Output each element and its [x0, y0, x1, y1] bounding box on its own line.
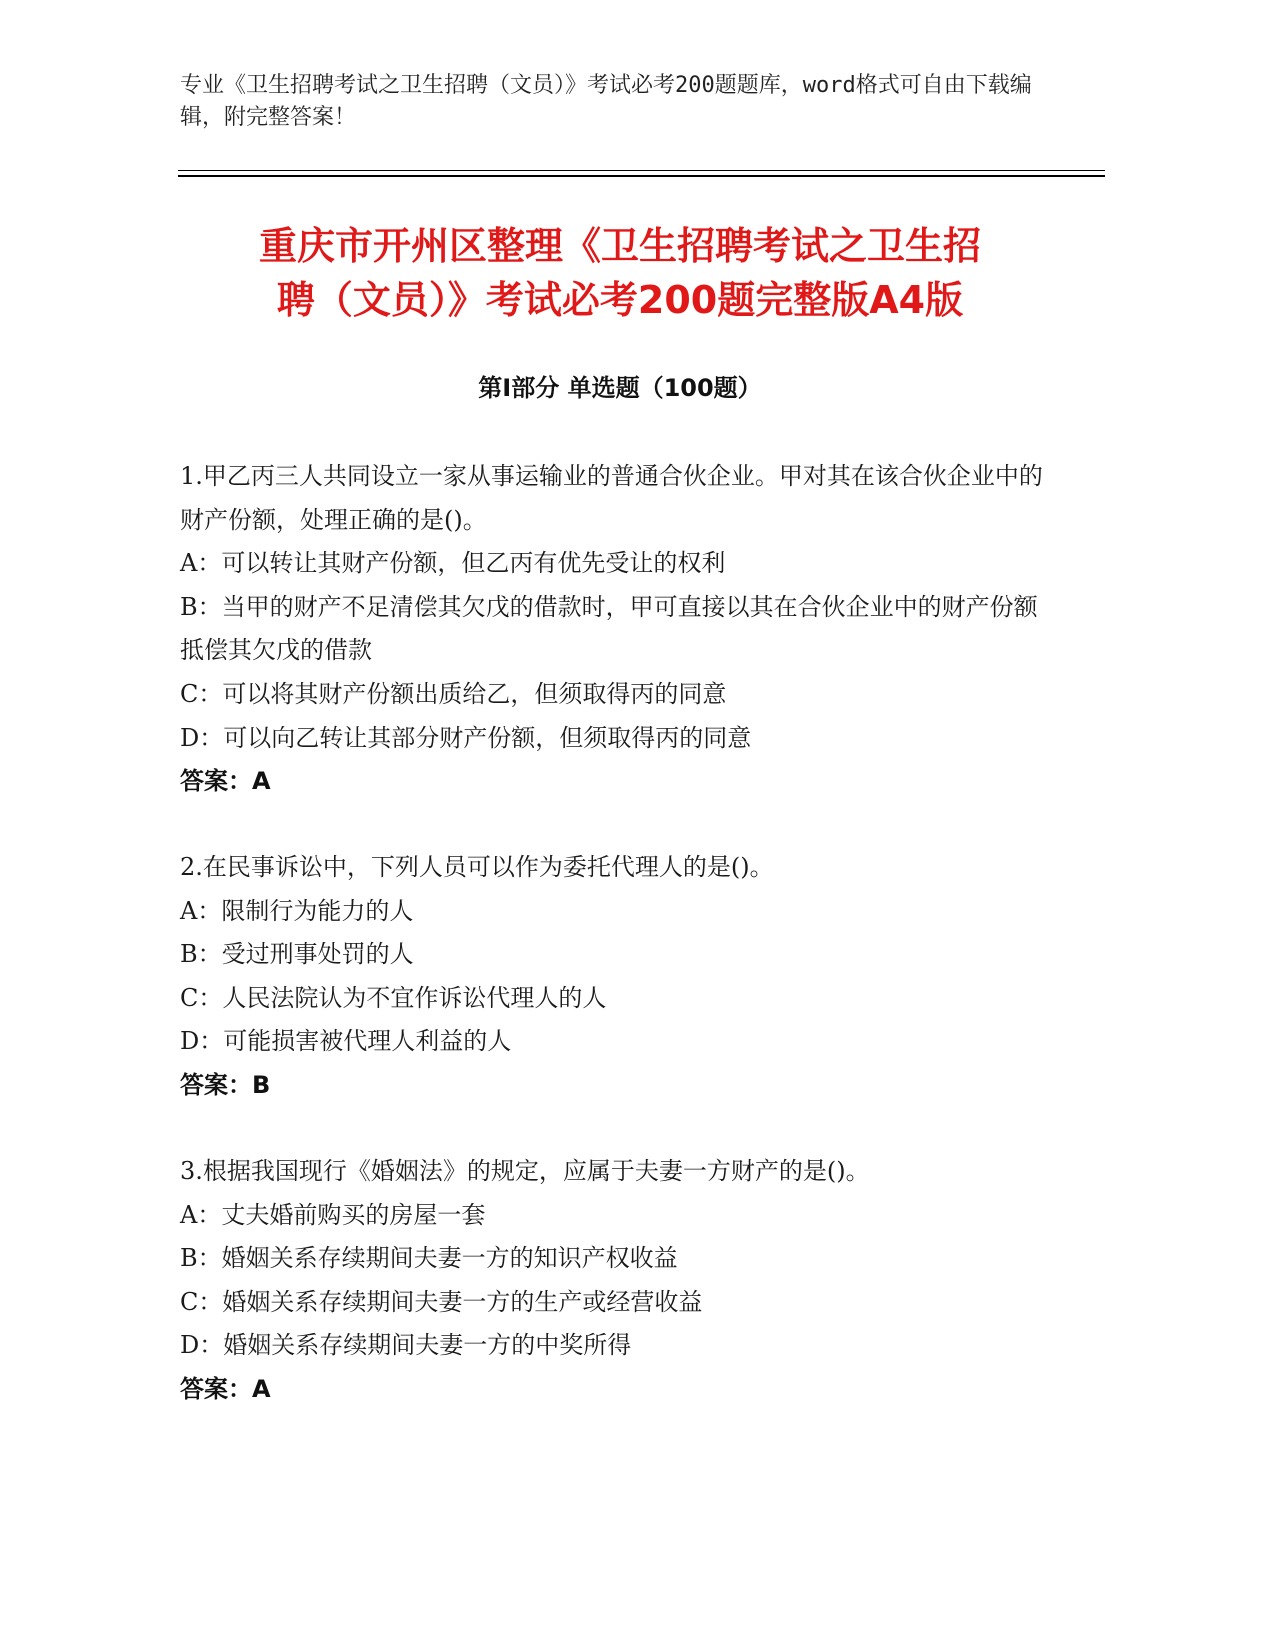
title-line-2: 聘（文员）》考试必考200题完整版A4版 [276, 278, 964, 322]
option-a: A：限制行为能力的人 [180, 896, 414, 925]
document-title [180, 219, 1060, 327]
option-d: D：可能损害被代理人利益的人 [180, 1027, 512, 1056]
section-title: 第Ⅰ部分 单选题（100题） [478, 374, 762, 402]
title-line-1: 重庆市开州区整理《卫生招聘考试之卫生招 [258, 224, 981, 268]
question-stem: 2.在民事诉讼中，下列人员可以作为委托代理人的是()。 [180, 853, 774, 881]
question-block [180, 1150, 1060, 1412]
option-a: A：丈夫婚前购买的房屋一套 [180, 1200, 486, 1229]
answer-label: 答案：B [180, 1070, 271, 1099]
option-b: B：受过刑事处罚的人 [180, 940, 414, 969]
option-c: C：可以将其财产份额出质给乙，但须取得丙的同意 [180, 679, 727, 708]
header-note: 专业《卫生招聘考试之卫生招聘（文员）》考试必考200题题库，word格式可自由下载编辑，附完整答案！ [180, 73, 1032, 130]
option-c: C：人民法院认为不宜作诉讼代理人的人 [180, 983, 607, 1012]
question-stem: 1.甲乙丙三人共同设立一家从事运输业的普通合伙企业。甲对其在该合伙企业中的财产份额，处理正确的是()。 [180, 462, 1043, 534]
header-divider-top [178, 170, 1105, 171]
option-d: D：婚姻关系存续期间夫妻一方的中奖所得 [180, 1331, 632, 1360]
option-c: C：婚姻关系存续期间夫妻一方的生产或经营收益 [180, 1287, 703, 1316]
option-d: D：可以向乙转让其部分财产份额，但须取得丙的同意 [180, 723, 752, 752]
question-block [180, 455, 1060, 804]
question-stem: 3.根据我国现行《婚姻法》的规定，应属于夫妻一方财产的是()。 [180, 1157, 870, 1185]
answer-label: 答案：A [180, 767, 271, 796]
option-b: B：当甲的财产不足清偿其欠戊的借款时，甲可直接以其在合伙企业中的财产份额抵偿其欠戊的借款 [180, 592, 1038, 665]
header-divider-bottom [178, 175, 1105, 177]
option-b: B：婚姻关系存续期间夫妻一方的知识产权收益 [180, 1244, 678, 1273]
question-block [180, 846, 1060, 1108]
answer-label: 答案：A [180, 1374, 271, 1403]
option-a: A：可以转让其财产份额，但乙丙有优先受让的权利 [180, 549, 726, 578]
